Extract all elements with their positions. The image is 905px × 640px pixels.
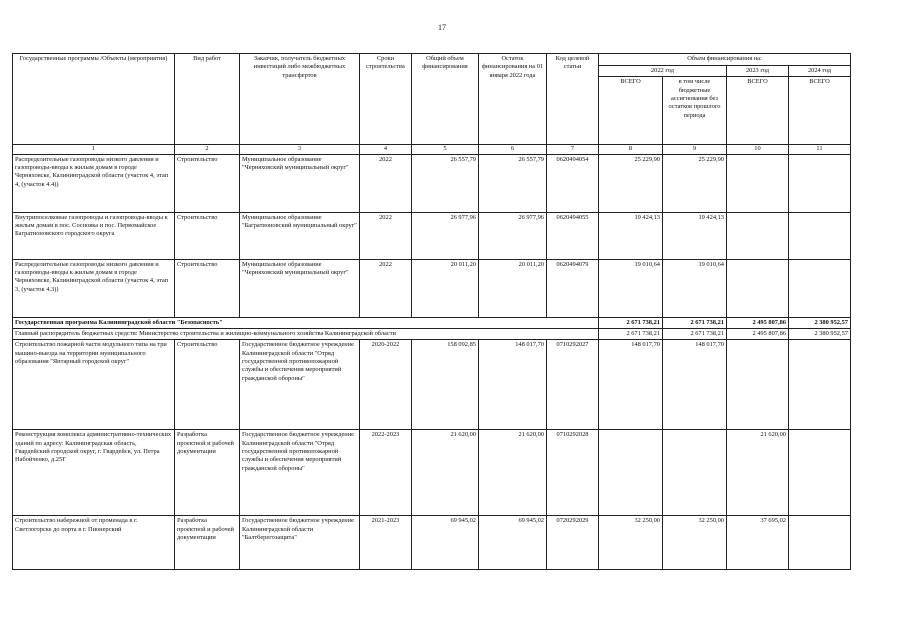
header-year-2023: 2023 год xyxy=(727,66,789,77)
header-year-2022: 2022 год xyxy=(599,66,727,77)
manager-total-2023: 2 495 807,86 xyxy=(727,328,789,339)
object-name: Внутрипоселковые газопроводы и газопроводы-вводы к жилым домам в пос. Сосновка и пос. Первомайское Багратионовского городского округа xyxy=(13,212,175,259)
total-volume: 21 620,00 xyxy=(412,430,479,516)
table-row xyxy=(13,516,851,570)
customer: Муниципальное образование "Черняховский муниципальный округ" xyxy=(240,154,360,212)
program-total-2024: 2 380 952,57 xyxy=(789,317,851,328)
incl-2022: 148 017,70 xyxy=(663,340,727,430)
total-volume: 20 011,20 xyxy=(412,259,479,317)
column-number: 2 xyxy=(175,145,240,154)
table-row xyxy=(13,259,851,317)
header-remainder: Остаток финансирования на 01 января 2022 года xyxy=(479,54,547,145)
header-customer: Заказчик, получатель бюджетных инвестиций либо межбюджетных трансфертов xyxy=(240,54,360,145)
program-name: Государственная программа Калининградской области "Безопасность" xyxy=(13,317,599,328)
terms: 2022 xyxy=(360,259,412,317)
total-2022: 148 017,70 xyxy=(599,340,663,430)
financing-table xyxy=(12,53,851,570)
column-number: 10 xyxy=(727,145,789,154)
header-incl-2022: в том числе бюджетные ассигнования без остатков прошлого периода xyxy=(663,77,727,145)
remainder: 20 011,20 xyxy=(479,259,547,317)
total-2023 xyxy=(727,340,789,430)
header-work-type: Вид работ xyxy=(175,54,240,145)
total-2022 xyxy=(599,430,663,516)
customer: Государственное бюджетное учреждение Калининградской области "Балтберегозащита" xyxy=(240,516,360,570)
total-volume: 158 092,85 xyxy=(412,340,479,430)
total-2022: 25 229,90 xyxy=(599,154,663,212)
incl-2022: 19 010,64 xyxy=(663,259,727,317)
customer: Муниципальное образование "Багратионовский муниципальный округ" xyxy=(240,212,360,259)
column-number: 6 xyxy=(479,145,547,154)
object-name: Строительство пожарной части модульного типа на три машино-выезда на территории муниципального образования "Янтарный городской округ" xyxy=(13,340,175,430)
total-2022: 19 424,13 xyxy=(599,212,663,259)
target-code: 0710292028 xyxy=(547,430,599,516)
object-name: Строительство набережной от променада в г. Светлогорске до порта в г. Пионерский xyxy=(13,516,175,570)
total-volume: 69 945,02 xyxy=(412,516,479,570)
incl-2022 xyxy=(663,430,727,516)
remainder: 26 977,96 xyxy=(479,212,547,259)
target-code: 0720292029 xyxy=(547,516,599,570)
total-2023: 21 620,00 xyxy=(727,430,789,516)
object-name: Реконструкция комплекса административно-технических зданий по адресу: Калининградская область, Гвардейский городской округ, г. Гвардейск, ул. Петра Набойченко, д.25Г xyxy=(13,430,175,516)
header-terms: Сроки строительства xyxy=(360,54,412,145)
total-2024 xyxy=(789,154,851,212)
terms: 2020-2022 xyxy=(360,340,412,430)
column-number: 9 xyxy=(663,145,727,154)
program-total-2023: 2 495 807,86 xyxy=(727,317,789,328)
total-2024 xyxy=(789,430,851,516)
header-year-2024: 2024 год xyxy=(789,66,851,77)
program-row xyxy=(13,317,851,328)
object-name: Распределительные газопроводы низкого давления и газопроводы-вводы к жилым домам в городе Черняховске, Калининградской области (участок 4, этап 4, (участок 4.4)) xyxy=(13,154,175,212)
page-number: 17 xyxy=(438,23,446,32)
header-total-2022: ВСЕГО xyxy=(599,77,663,145)
total-2023 xyxy=(727,259,789,317)
customer: Государственное бюджетное учреждение Калининградской области "Отряд государственной противопожарной службы и обеспечения мероприятий гражданской обороны" xyxy=(240,430,360,516)
incl-2022: 32 250,00 xyxy=(663,516,727,570)
column-number: 4 xyxy=(360,145,412,154)
manager-name: Главный распорядитель бюджетных средств: Министерство строительства и жилищно-коммунального хозяйства Калининградской области xyxy=(13,328,599,339)
total-2023: 37 695,02 xyxy=(727,516,789,570)
work-type: Строительство xyxy=(175,154,240,212)
program-total-2022: 2 671 738,21 xyxy=(599,317,663,328)
header-target-code: Код целевой статьи xyxy=(547,54,599,145)
total-2022: 32 250,00 xyxy=(599,516,663,570)
incl-2022: 19 424,13 xyxy=(663,212,727,259)
work-type: Строительство xyxy=(175,259,240,317)
target-code: 0620494055 xyxy=(547,212,599,259)
target-code: 0620494054 xyxy=(547,154,599,212)
column-number: 8 xyxy=(599,145,663,154)
incl-2022: 25 229,90 xyxy=(663,154,727,212)
terms: 2022-2023 xyxy=(360,430,412,516)
customer: Государственное бюджетное учреждение Калининградской области "Отряд государственной противопожарной службы и обеспечения мероприятий гражданской обороны" xyxy=(240,340,360,430)
column-number: 1 xyxy=(13,145,175,154)
target-code: 0620494079 xyxy=(547,259,599,317)
header-total-2024: ВСЕГО xyxy=(789,77,851,145)
customer: Муниципальное образование "Черняховский муниципальный округ" xyxy=(240,259,360,317)
manager-total-2022: 2 671 738,21 xyxy=(599,328,663,339)
total-2024 xyxy=(789,212,851,259)
work-type: Разработка проектной и рабочей документации xyxy=(175,430,240,516)
header-total-volume: Общий объем финансирования xyxy=(412,54,479,145)
total-volume: 26 557,79 xyxy=(412,154,479,212)
work-type: Разработка проектной и рабочей документации xyxy=(175,516,240,570)
total-2023 xyxy=(727,154,789,212)
header-total-2023: ВСЕГО xyxy=(727,77,789,145)
program-incl-2022: 2 671 738,21 xyxy=(663,317,727,328)
total-2024 xyxy=(789,259,851,317)
remainder: 26 557,79 xyxy=(479,154,547,212)
column-number: 11 xyxy=(789,145,851,154)
work-type: Строительство xyxy=(175,340,240,430)
total-volume: 26 977,96 xyxy=(412,212,479,259)
terms: 2022 xyxy=(360,154,412,212)
table-row xyxy=(13,430,851,516)
column-number: 5 xyxy=(412,145,479,154)
terms: 2022 xyxy=(360,212,412,259)
column-number: 7 xyxy=(547,145,599,154)
work-type: Строительство xyxy=(175,212,240,259)
total-2023 xyxy=(727,212,789,259)
object-name: Распределительные газопроводы низкого давления и газопроводы-вводы к жилым домам в городе Черняховске, Калининградской области (участок 4, этап 3, (участок 4.3)) xyxy=(13,259,175,317)
terms: 2021-2023 xyxy=(360,516,412,570)
total-2022: 19 010,64 xyxy=(599,259,663,317)
column-number-row xyxy=(13,145,851,154)
remainder: 69 945,02 xyxy=(479,516,547,570)
header-financing-volume: Объем финансирования на: xyxy=(599,54,851,66)
total-2024 xyxy=(789,340,851,430)
table-row xyxy=(13,154,851,212)
remainder: 21 620,00 xyxy=(479,430,547,516)
column-number: 3 xyxy=(240,145,360,154)
header-program: Государственные программы /Объекты (мероприятия) xyxy=(13,54,175,145)
manager-incl-2022: 2 671 738,21 xyxy=(663,328,727,339)
remainder: 148 017,70 xyxy=(479,340,547,430)
total-2024 xyxy=(789,516,851,570)
table-row xyxy=(13,212,851,259)
manager-total-2024: 2 380 952,57 xyxy=(789,328,851,339)
table-row xyxy=(13,340,851,430)
manager-row xyxy=(13,328,851,339)
target-code: 0710292027 xyxy=(547,340,599,430)
